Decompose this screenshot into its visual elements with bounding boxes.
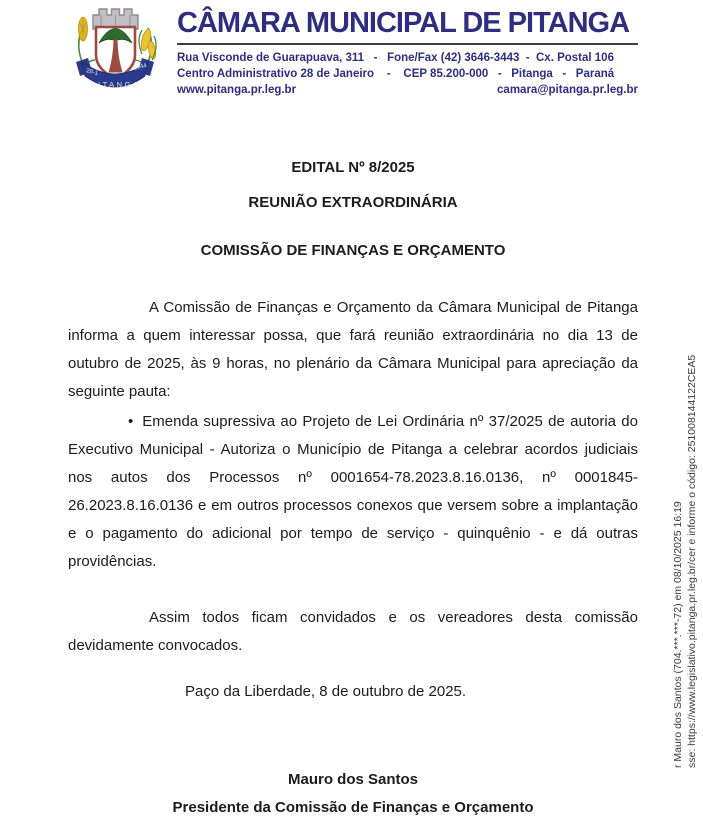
agenda-item-text: Emenda supressiva ao Projeto de Lei Ordinária nº 37/2025 de autoria do Executivo Municipal - Autoriza o Município de Pitanga a celebrar acordos judiciais nos autos dos Processos nº 0001654-78.2023.8.16.0136, nº 0001845-26.2023.8.16.0136 e em outros processos conexos que versem sobre a implantação e o pagamento do adicional por tempo de serviço - quinquênio - e dá outras providências. (68, 413, 638, 570)
address-line-3 (177, 82, 638, 98)
stamp-signer-line: r Mauro dos Santos (704.***.***-72) em 08/10/2025 16:19 (672, 501, 684, 768)
ribbon-city-name: PITANGA (90, 80, 141, 89)
email-text: camara@pitanga.pr.leg.br (497, 84, 638, 96)
closing-paragraph: Assim todos ficam convidados e os vereadores desta comissão devidamente convocados. (68, 609, 638, 654)
intro-paragraph: A Comissão de Finanças e Orçamento da Câmara Municipal de Pitanga informa a quem interessar possa, que fará reunião extraordinária no dia 13 de outubro de 2025, às 9 horas, no plenário da Câmara Municipal para apreciação da seguinte pauta: (68, 299, 638, 400)
edital-title: EDITAL Nº 8/2025 (291, 159, 415, 176)
signature-name: Mauro dos Santos (287, 771, 418, 788)
ribbon-date-right: 1944 (133, 62, 148, 72)
committee-heading: COMISSÃO DE FINANÇAS E ORÇAMENTO (200, 242, 506, 259)
bullet-icon: • (128, 413, 134, 430)
place-date-line: Paço da Liberdade, 8 de outubro de 2025. (185, 683, 467, 700)
agenda-item (68, 408, 638, 576)
stamp-verification-line: sse: https://www.legislativo.pitanga.pr.leg.br/cer e informe o código: 251008144122CEA5 (686, 354, 698, 768)
digital-signature-stamp (671, 355, 699, 768)
meeting-type-heading: REUNIÃO EXTRAORDINÁRIA (248, 194, 458, 211)
ribbon-date-left: 28-1 (85, 68, 99, 77)
address-line-1: Rua Visconde de Guarapuava, 311 - Fone/Fax (42) 3646-3443 - Cx. Postal 106 (177, 52, 614, 64)
coat-of-arms-icon (62, 2, 168, 104)
website-text: www.pitanga.pr.leg.br (177, 84, 297, 96)
address-line-2: Centro Administrativo 28 de Janeiro - CEP 85.200-000 - Pitanga - Paraná (177, 68, 615, 80)
header-divider (177, 43, 638, 45)
organization-name: CÂMARA MUNICIPAL DE PITANGA (177, 7, 630, 39)
signature-role: Presidente da Comissão de Finanças e Orçamento (172, 799, 534, 816)
document-content (68, 160, 638, 816)
pitanga-coat-of-arms-logo (62, 2, 168, 104)
address-block (177, 50, 638, 98)
letterhead (177, 5, 638, 98)
